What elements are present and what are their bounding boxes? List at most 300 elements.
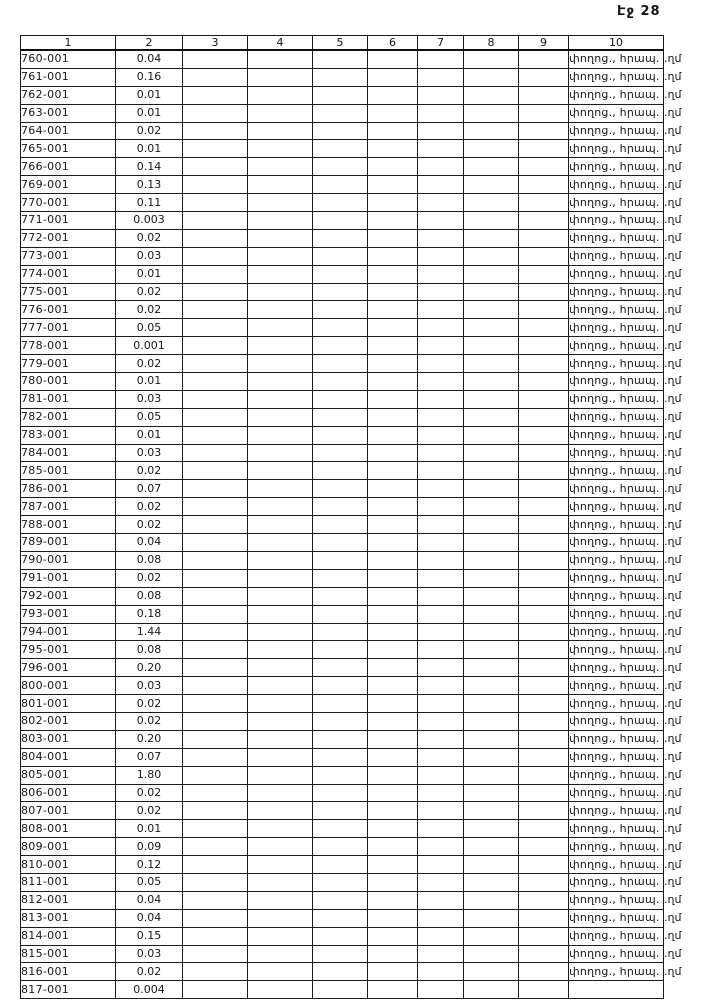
- empty-cell: [368, 122, 418, 140]
- empty-cell: [183, 856, 248, 874]
- note-cell: փողոց., հրապ.: [569, 283, 664, 301]
- empty-cell: [368, 712, 418, 730]
- row-id-cell: 760-001: [21, 50, 116, 68]
- empty-cell: [313, 605, 368, 623]
- note-cell: փողոց., հրապ.: [569, 158, 664, 176]
- value-cell: 0.02: [116, 283, 183, 301]
- empty-cell: [183, 212, 248, 230]
- empty-cell: [418, 712, 464, 730]
- empty-cell: [248, 104, 313, 122]
- margin-note: .ղմ: [664, 660, 682, 674]
- empty-cell: [368, 50, 418, 68]
- empty-cell: [519, 802, 569, 820]
- note-cell: փողոց., հրապ.: [569, 426, 664, 444]
- margin-note: .ղմ: [664, 499, 682, 513]
- note-cell: փողոց., հրապ.: [569, 569, 664, 587]
- empty-cell: [418, 355, 464, 373]
- value-cell: 0.04: [116, 50, 183, 68]
- empty-cell: [519, 766, 569, 784]
- empty-cell: [248, 50, 313, 68]
- empty-cell: [519, 140, 569, 158]
- value-cell: 0.05: [116, 873, 183, 891]
- margin-note: .ղմ: [664, 911, 682, 925]
- note-cell: փողոց., հրապ.: [569, 963, 664, 981]
- value-cell: 0.004: [116, 981, 183, 999]
- column-header: 3: [183, 36, 248, 51]
- empty-cell: [418, 677, 464, 695]
- empty-cell: [313, 766, 368, 784]
- empty-cell: [183, 534, 248, 552]
- empty-cell: [464, 212, 519, 230]
- table-row: [21, 784, 711, 802]
- empty-cell: [183, 712, 248, 730]
- empty-cell: [183, 480, 248, 498]
- empty-cell: [248, 355, 313, 373]
- row-id-cell: 788-001: [21, 516, 116, 534]
- empty-cell: [418, 820, 464, 838]
- empty-cell: [248, 426, 313, 444]
- empty-cell: [183, 265, 248, 283]
- margin-spacer: [664, 36, 711, 51]
- margin-note: .ղմ: [664, 714, 682, 728]
- empty-cell: [464, 730, 519, 748]
- empty-cell: [368, 909, 418, 927]
- empty-cell: [248, 140, 313, 158]
- value-cell: 0.02: [116, 229, 183, 247]
- value-cell: 0.02: [116, 569, 183, 587]
- column-header: 10: [569, 36, 664, 51]
- empty-cell: [183, 373, 248, 391]
- empty-cell: [248, 623, 313, 641]
- empty-cell: [418, 337, 464, 355]
- empty-cell: [183, 605, 248, 623]
- empty-cell: [248, 963, 313, 981]
- note-cell: փողոց., հրապ.: [569, 641, 664, 659]
- empty-cell: [248, 122, 313, 140]
- table-row: [21, 498, 711, 516]
- empty-cell: [418, 766, 464, 784]
- empty-cell: [368, 802, 418, 820]
- value-cell: 0.08: [116, 551, 183, 569]
- empty-cell: [248, 945, 313, 963]
- note-cell: փողոց., հրապ.: [569, 319, 664, 337]
- empty-cell: [368, 176, 418, 194]
- empty-cell: [464, 587, 519, 605]
- empty-cell: [464, 891, 519, 909]
- table-row: [21, 516, 711, 534]
- empty-cell: [313, 373, 368, 391]
- empty-cell: [418, 319, 464, 337]
- value-cell: 0.02: [116, 516, 183, 534]
- note-cell: փողոց., հրապ.: [569, 712, 664, 730]
- empty-cell: [418, 569, 464, 587]
- empty-cell: [464, 319, 519, 337]
- margin-note: .ղմ: [664, 124, 682, 137]
- empty-cell: [418, 176, 464, 194]
- row-id-cell: 814-001: [21, 927, 116, 945]
- empty-cell: [248, 820, 313, 838]
- row-id-cell: 796-001: [21, 659, 116, 677]
- value-cell: 0.01: [116, 104, 183, 122]
- empty-cell: [464, 516, 519, 534]
- empty-cell: [183, 337, 248, 355]
- row-id-cell: 780-001: [21, 373, 116, 391]
- empty-cell: [464, 50, 519, 68]
- value-cell: 0.08: [116, 587, 183, 605]
- row-id-cell: 779-001: [21, 355, 116, 373]
- empty-cell: [519, 86, 569, 104]
- empty-cell: [418, 390, 464, 408]
- empty-cell: [183, 50, 248, 68]
- row-id-cell: 816-001: [21, 963, 116, 981]
- value-cell: 0.01: [116, 140, 183, 158]
- margin-note: .ղմ: [664, 481, 682, 495]
- margin-note: .ղմ: [664, 821, 682, 835]
- empty-cell: [248, 444, 313, 462]
- margin-note: .ղմ: [664, 946, 682, 960]
- empty-cell: [418, 86, 464, 104]
- empty-cell: [313, 963, 368, 981]
- table-row: [21, 390, 711, 408]
- table-row: [21, 337, 711, 355]
- empty-cell: [519, 247, 569, 265]
- empty-cell: [464, 963, 519, 981]
- empty-cell: [464, 194, 519, 212]
- row-id-cell: 789-001: [21, 534, 116, 552]
- empty-cell: [519, 194, 569, 212]
- empty-cell: [464, 569, 519, 587]
- empty-cell: [519, 891, 569, 909]
- empty-cell: [313, 122, 368, 140]
- empty-cell: [464, 462, 519, 480]
- empty-cell: [313, 945, 368, 963]
- empty-cell: [368, 820, 418, 838]
- row-id-cell: 812-001: [21, 891, 116, 909]
- margin-note: .ղմ: [664, 624, 682, 638]
- empty-cell: [464, 981, 519, 999]
- empty-cell: [368, 319, 418, 337]
- empty-cell: [418, 408, 464, 426]
- empty-cell: [519, 498, 569, 516]
- empty-cell: [368, 551, 418, 569]
- empty-cell: [313, 695, 368, 713]
- table-row: [21, 86, 711, 104]
- row-id-cell: 774-001: [21, 265, 116, 283]
- row-id-cell: 815-001: [21, 945, 116, 963]
- empty-cell: [418, 605, 464, 623]
- value-cell: 0.01: [116, 265, 183, 283]
- empty-cell: [519, 50, 569, 68]
- note-cell: փողոց., հրապ.: [569, 856, 664, 874]
- value-cell: 0.03: [116, 945, 183, 963]
- empty-cell: [183, 945, 248, 963]
- table-row: [21, 265, 711, 283]
- empty-cell: [313, 551, 368, 569]
- empty-cell: [418, 802, 464, 820]
- empty-cell: [183, 86, 248, 104]
- empty-cell: [248, 891, 313, 909]
- empty-cell: [248, 408, 313, 426]
- empty-cell: [519, 301, 569, 319]
- empty-cell: [368, 838, 418, 856]
- value-cell: 0.13: [116, 176, 183, 194]
- empty-cell: [519, 176, 569, 194]
- note-cell: փողոց., հրապ.: [569, 891, 664, 909]
- empty-cell: [248, 641, 313, 659]
- empty-cell: [248, 516, 313, 534]
- empty-cell: [248, 158, 313, 176]
- empty-cell: [248, 784, 313, 802]
- empty-cell: [248, 337, 313, 355]
- empty-cell: [183, 569, 248, 587]
- empty-cell: [248, 176, 313, 194]
- empty-cell: [464, 140, 519, 158]
- empty-cell: [313, 86, 368, 104]
- empty-cell: [313, 677, 368, 695]
- empty-cell: [519, 587, 569, 605]
- empty-cell: [368, 212, 418, 230]
- table-row: [21, 963, 711, 981]
- margin-note: .ղմ: [664, 141, 682, 155]
- margin-note: .ղմ: [664, 571, 682, 585]
- margin-note: .ղմ: [664, 320, 682, 334]
- empty-cell: [183, 963, 248, 981]
- empty-cell: [313, 194, 368, 212]
- table-row: [21, 373, 711, 391]
- empty-cell: [183, 659, 248, 677]
- column-header: 4: [248, 36, 313, 51]
- empty-cell: [313, 480, 368, 498]
- empty-cell: [418, 891, 464, 909]
- note-cell: փողոց., հրապ.: [569, 194, 664, 212]
- column-header: 8: [464, 36, 519, 51]
- table-row: [21, 176, 711, 194]
- table-row: [21, 480, 711, 498]
- empty-cell: [464, 873, 519, 891]
- empty-cell: [519, 212, 569, 230]
- empty-cell: [418, 641, 464, 659]
- row-id-cell: 781-001: [21, 390, 116, 408]
- value-cell: 0.02: [116, 712, 183, 730]
- empty-cell: [183, 551, 248, 569]
- empty-cell: [313, 140, 368, 158]
- empty-cell: [519, 534, 569, 552]
- empty-cell: [418, 462, 464, 480]
- empty-cell: [313, 247, 368, 265]
- empty-cell: [418, 587, 464, 605]
- margin-note: .ղմ: [664, 159, 682, 173]
- table-row: [21, 695, 711, 713]
- table-row: [21, 551, 711, 569]
- table-row: [21, 981, 711, 999]
- empty-cell: [519, 337, 569, 355]
- value-cell: 0.11: [116, 194, 183, 212]
- value-cell: 0.01: [116, 86, 183, 104]
- empty-cell: [418, 444, 464, 462]
- empty-cell: [519, 677, 569, 695]
- value-cell: 1.80: [116, 766, 183, 784]
- table-row: [21, 301, 711, 319]
- empty-cell: [464, 480, 519, 498]
- empty-cell: [313, 838, 368, 856]
- empty-cell: [418, 659, 464, 677]
- table-row: [21, 283, 711, 301]
- empty-cell: [519, 838, 569, 856]
- empty-cell: [248, 283, 313, 301]
- row-id-cell: 762-001: [21, 86, 116, 104]
- empty-cell: [183, 516, 248, 534]
- value-cell: 0.04: [116, 891, 183, 909]
- margin-note: .ղմ: [664, 88, 682, 102]
- empty-cell: [313, 641, 368, 659]
- empty-cell: [183, 283, 248, 301]
- row-id-cell: 777-001: [21, 319, 116, 337]
- empty-cell: [183, 140, 248, 158]
- empty-cell: [313, 712, 368, 730]
- margin-note: .ղմ: [664, 446, 682, 460]
- margin-note: .ղմ: [664, 177, 682, 191]
- table-row: [21, 68, 711, 86]
- empty-cell: [464, 802, 519, 820]
- empty-cell: [519, 551, 569, 569]
- empty-cell: [313, 784, 368, 802]
- table-row: [21, 229, 711, 247]
- margin-note: .ղմ: [664, 893, 682, 907]
- note-cell: փողոց., հրապ.: [569, 551, 664, 569]
- empty-cell: [313, 337, 368, 355]
- row-id-cell: 803-001: [21, 730, 116, 748]
- value-cell: 1.44: [116, 623, 183, 641]
- empty-cell: [368, 265, 418, 283]
- table-row: [21, 909, 711, 927]
- value-cell: 0.003: [116, 212, 183, 230]
- empty-cell: [368, 623, 418, 641]
- margin-note: .ղմ: [664, 463, 682, 477]
- empty-cell: [519, 265, 569, 283]
- empty-cell: [418, 963, 464, 981]
- empty-cell: [248, 712, 313, 730]
- empty-cell: [418, 873, 464, 891]
- table-row: [21, 927, 711, 945]
- empty-cell: [418, 212, 464, 230]
- note-cell: փողոց., հրապ.: [569, 605, 664, 623]
- empty-cell: [368, 480, 418, 498]
- empty-cell: [519, 820, 569, 838]
- margin-note: .ղմ: [664, 732, 682, 746]
- empty-cell: [464, 856, 519, 874]
- margin-note: .ղմ: [664, 553, 682, 567]
- table-row: [21, 730, 711, 748]
- empty-cell: [418, 498, 464, 516]
- table-row: [21, 355, 711, 373]
- empty-cell: [313, 856, 368, 874]
- value-cell: 0.07: [116, 748, 183, 766]
- empty-cell: [248, 569, 313, 587]
- empty-cell: [368, 677, 418, 695]
- empty-cell: [183, 820, 248, 838]
- empty-cell: [464, 122, 519, 140]
- table-row: [21, 677, 711, 695]
- row-id-cell: 784-001: [21, 444, 116, 462]
- value-cell: 0.04: [116, 534, 183, 552]
- empty-cell: [183, 247, 248, 265]
- empty-cell: [464, 551, 519, 569]
- value-cell: 0.02: [116, 301, 183, 319]
- empty-cell: [248, 551, 313, 569]
- table-row: [21, 122, 711, 140]
- empty-cell: [519, 784, 569, 802]
- empty-cell: [418, 730, 464, 748]
- empty-cell: [368, 408, 418, 426]
- empty-cell: [464, 659, 519, 677]
- empty-cell: [368, 927, 418, 945]
- note-cell: փողոց., հրապ.: [569, 873, 664, 891]
- empty-cell: [313, 820, 368, 838]
- row-id-cell: 766-001: [21, 158, 116, 176]
- empty-cell: [313, 212, 368, 230]
- row-id-cell: 808-001: [21, 820, 116, 838]
- note-cell: փողոց., հրապ.: [569, 444, 664, 462]
- empty-cell: [248, 838, 313, 856]
- empty-cell: [183, 122, 248, 140]
- empty-cell: [183, 695, 248, 713]
- empty-cell: [368, 766, 418, 784]
- column-header: 9: [519, 36, 569, 51]
- empty-cell: [464, 444, 519, 462]
- empty-cell: [313, 587, 368, 605]
- note-cell: փողոց., հրապ.: [569, 659, 664, 677]
- margin-note: .ղմ: [664, 803, 682, 817]
- empty-cell: [464, 176, 519, 194]
- column-header: 6: [368, 36, 418, 51]
- table-row: [21, 408, 711, 426]
- empty-cell: [183, 748, 248, 766]
- margin-note: .ղմ: [664, 696, 682, 710]
- margin-note: .ղմ: [664, 338, 682, 352]
- empty-cell: [248, 229, 313, 247]
- note-cell: փողոց., հրապ.: [569, 229, 664, 247]
- empty-cell: [248, 319, 313, 337]
- empty-cell: [464, 68, 519, 86]
- note-cell: [569, 981, 664, 999]
- empty-cell: [183, 462, 248, 480]
- note-cell: փողոց., հրապ.: [569, 408, 664, 426]
- empty-cell: [313, 408, 368, 426]
- empty-cell: [368, 516, 418, 534]
- row-id-cell: 810-001: [21, 856, 116, 874]
- row-id-cell: 790-001: [21, 551, 116, 569]
- empty-cell: [464, 623, 519, 641]
- empty-cell: [368, 194, 418, 212]
- note-cell: փողոց., հրապ.: [569, 355, 664, 373]
- note-cell: փողոց., հրապ.: [569, 784, 664, 802]
- empty-cell: [418, 104, 464, 122]
- row-id-cell: 807-001: [21, 802, 116, 820]
- empty-cell: [519, 283, 569, 301]
- row-id-cell: 786-001: [21, 480, 116, 498]
- empty-cell: [418, 301, 464, 319]
- note-cell: փողոց., հրապ.: [569, 68, 664, 86]
- note-cell: փողոց., հրապ.: [569, 516, 664, 534]
- table-row: [21, 766, 711, 784]
- empty-cell: [313, 265, 368, 283]
- empty-cell: [418, 229, 464, 247]
- empty-cell: [248, 194, 313, 212]
- margin-note: [664, 981, 711, 999]
- empty-cell: [183, 641, 248, 659]
- table-row: [21, 462, 711, 480]
- margin-note: .ղմ: [664, 857, 682, 871]
